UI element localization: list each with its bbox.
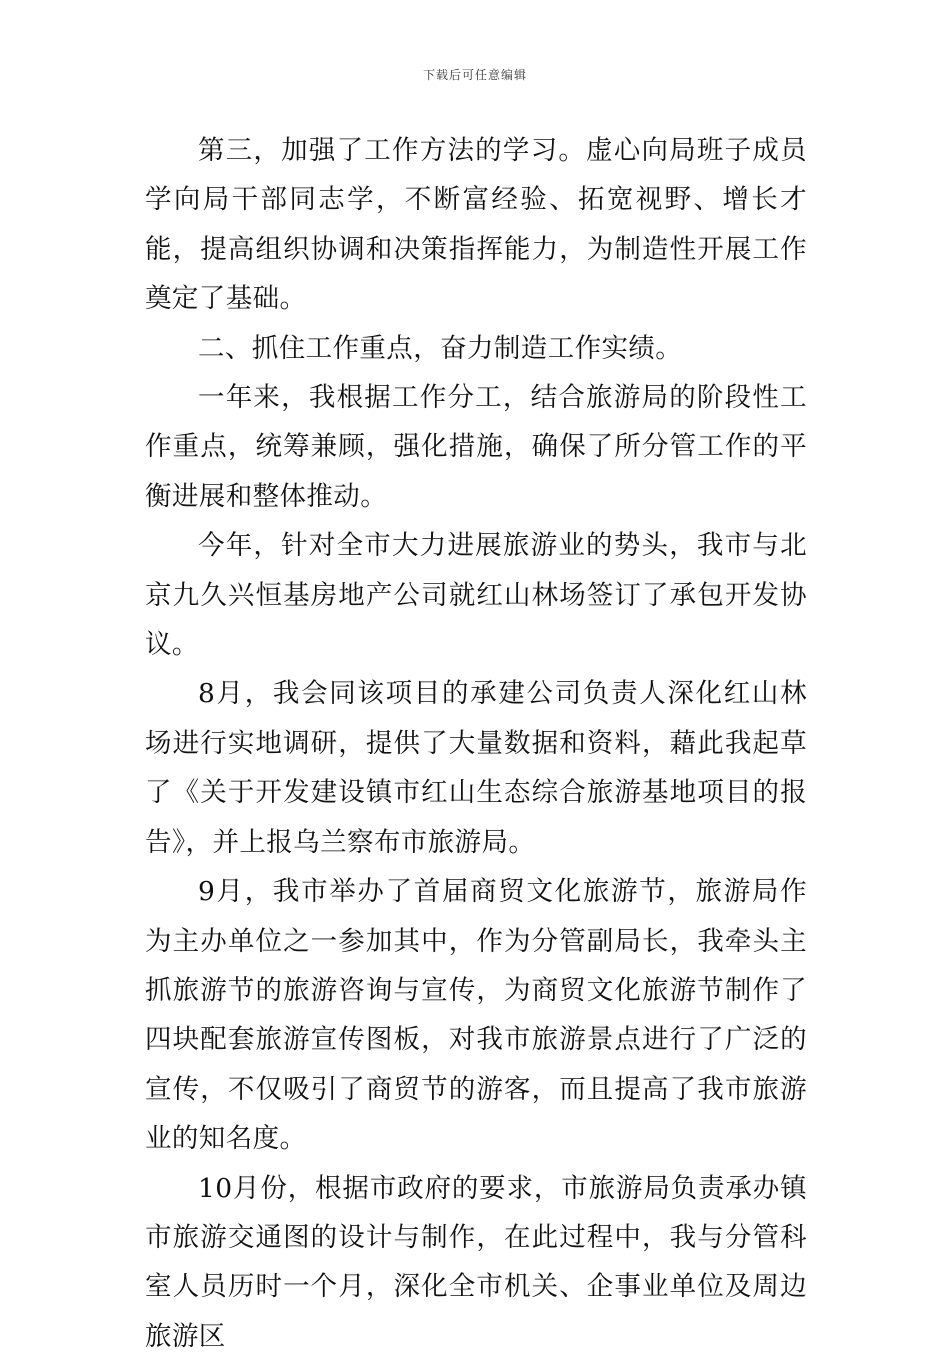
paragraph-this-year: 今年，针对全市大力进展旅游业的势头，我市与北京九久兴恒基房地产公司就红山林场签订了承包开发协议。 [145, 530, 807, 661]
paragraph-work-methods: 第三，加强了工作方法的学习。虚心向局班子成员学向局干部同志学，不断富经验、拓宽视野、增长才能，提高组织协调和决策指挥能力，为制造性开展工作奠定了基础。 [145, 135, 807, 315]
paragraph-section-heading: 二、抓住工作重点，奋力制造工作实绩。 [198, 332, 683, 364]
paragraph-august: 8月，我会同该项目的承建公司负责人深化红山林场进行实地调研，提供了大量数据和资料，藉此我起草了《关于开发建设镇市红山生态综合旅游基地项目的报告》，并上报乌兰察布市旅游局。 [145, 678, 807, 858]
paragraph-year-overview: 一年来，我根据工作分工，结合旅游局的阶段性工作重点，统筹兼顾，强化措施，确保了所分管工作的平衡进展和整体推动。 [145, 382, 807, 512]
document-body [145, 126, 807, 1361]
paragraph-october: 10月份，根据市政府的要求，市旅游局负责承办镇市旅游交通图的设计与制作，在此过程中，我与分管科室人员历时一个月，深化全市机关、企事业单位及周边旅游区 [145, 1172, 807, 1352]
paragraph-september: 9月，我市举办了首届商贸文化旅游节，旅游局作为主办单位之一参加其中，作为分管副局长，我牵头主抓旅游节的旅游咨询与宣传，为商贸文化旅游节制作了四块配套旅游宣传图板，对我市旅游景点进行了广泛的宣传，不仅吸引了商贸节的游客，而且提高了我市旅游业的知名度。 [145, 876, 807, 1155]
header-note: 下载后可任意编辑 [422, 68, 527, 82]
